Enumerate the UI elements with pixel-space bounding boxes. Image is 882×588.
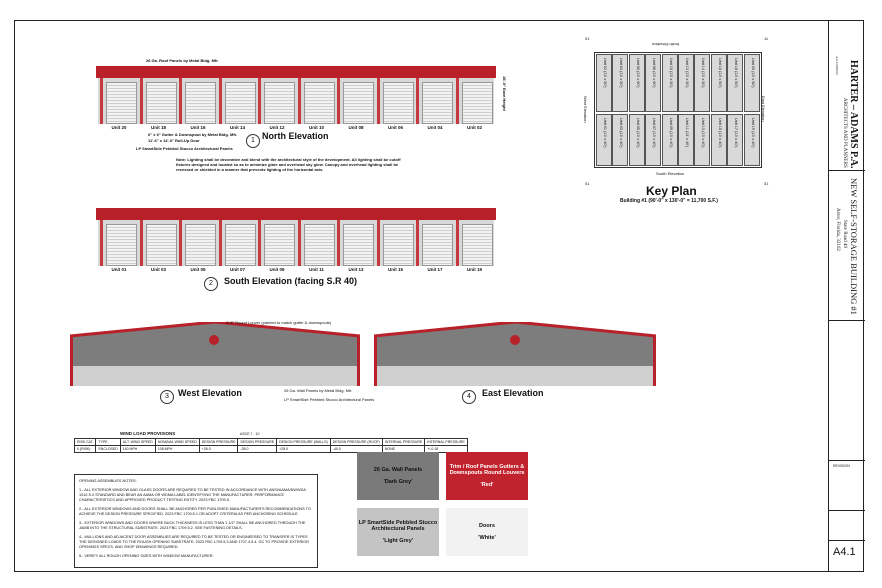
unit-label: Unit 20 [111,125,127,130]
roll-up-door [146,224,177,266]
keyplan-subtitle: Building #1 (90'-0" x 130'-0" = 11,700 S.F.) [620,198,718,204]
keyplan-unit-label: Unit 19 (13' x 40') [750,118,755,148]
swatch-label: Doors [479,523,495,529]
sheet-number: A4.1 [833,546,856,558]
south-elevation-drawing [96,208,496,268]
wind-header-cell: TYPE [96,439,120,446]
roll-up-door [462,224,493,266]
swatch-value: 'Light Grey' [382,538,414,544]
keyplan-south-label: South Elevation [656,171,685,176]
keyplan-unit-label: Unit 04 (13' x 50') [619,58,624,88]
roll-up-door [343,82,374,124]
wind-value-cell: -40.0 [330,446,382,453]
door-pillar [298,78,301,124]
roll-up-door [185,82,216,124]
roll-up-door [264,82,295,124]
wind-header-cell: DESIGN PRESSURE [238,439,277,446]
roll-up-door [146,82,177,124]
door-pillar [456,220,459,266]
south-roof [96,208,496,220]
keyplan-east-label: East Elevation [761,96,766,122]
color-swatch [357,452,439,500]
door-pillar [416,220,419,266]
keyplan-corner-tr: 11 [764,36,769,41]
west-elevation-title: West Elevation [178,388,242,398]
roll-up-door [343,224,374,266]
keyplan-unit-label: Unit 05 (13' x 40') [635,118,640,148]
west-elevation-drawing [70,322,360,386]
keyplan-unit-label: Unit 17 (13' x 40') [734,118,739,148]
keyplan-unit-label: Unit 01 (13' x 40') [603,118,607,148]
wind-value-cell: ENCLOSED [96,446,120,453]
east-elevation-title: East Elevation [482,388,544,398]
color-swatch [446,508,528,556]
swatch-label: 26 Ga. Wall Panels [373,467,423,473]
color-swatch [446,452,528,500]
east-elevation-drawing [374,322,656,386]
wind-header-cell: ULT. WIND SPEED [120,439,155,446]
unit-label: Unit 09 [269,267,285,272]
key-plan [582,40,772,180]
wind-table-title: WIND LOAD PROVISIONS [120,431,176,436]
unit-label: Unit 12 [269,125,285,130]
unit-label: Unit 11 [309,267,324,272]
wind-header-cell: INTERNAL PRESSURE [425,439,467,446]
keyplan-unit-label: Unit 13 (13' x 40') [701,118,706,148]
note-item: 1.- ALL EXTERIOR WINDOW AND GLASS DOORS ARE REQUIRED TO BE TESTED IN ACCORDANCE WITH ANSI/AAMA/NWWDA 101/I.S.2 STANDARD AND BEAR AN AAMA OR WDMA LABEL IDENTIFYING THE MANUFACTURER, PERFORMANCE CHARACTERISTICS AND APPROVED PRODUCT TESTING ENTITY. 2023 FBC 1709.5. [79,488,306,502]
door-pillar [100,78,103,124]
wind-value-cell: 140 MPH [120,446,155,453]
door-pillar [377,220,380,266]
roll-up-door [383,224,414,266]
roll-up-door [264,224,295,266]
roll-up-door [422,82,453,124]
keyplan-unit-label: Unit 18 (13' x 50') [734,58,739,88]
keyplan-unit-label: Unit 14 (13' x 50') [701,58,706,88]
keyplan-unit-label: Unit 03 (13' x 40') [619,118,624,148]
opening-assemblies-notes [74,474,318,568]
door-pillar [258,220,261,266]
keyplan-corner-tl: 01 [585,36,590,41]
keyplan-unit-label: Unit 16 (13' x 50') [717,58,722,88]
keyplan-unit-label: Unit 15 (13' x 40') [717,118,722,148]
swatch-value: 'White' [478,535,496,541]
north-eave-height: 16'-0" Eave Height [502,76,507,111]
north-callout-stucco: LP SmartSide Pebbled Stucco Architectural Panels [136,146,233,151]
wind-header-cell: DESIGN PRESSURE [199,439,238,446]
roll-up-door [422,224,453,266]
keyplan-unit-label: Unit 12 (13' x 50') [685,58,689,88]
unit-label: Unit 13 [348,267,364,272]
keyplan-unit-label: Unit 02 (13' x 50') [603,58,607,88]
keyplan-title: Key Plan [646,184,697,198]
door-pillar [416,78,419,124]
unit-label: Unit 16 [190,125,206,130]
roll-up-door [185,224,216,266]
swatch-label: Trim / Roof Panels Gutters & Downspouts Round Louvers [449,464,525,476]
unit-label: Unit 14 [229,125,245,130]
keyplan-north-label: North Elevation [652,42,680,47]
keyplan-unit-label: Unit 20 (13' x 50') [750,58,755,88]
door-pillar [377,78,380,124]
roll-up-door [225,82,256,124]
project-road: State Road 40 [842,220,847,249]
note-item: 4.- MULLIONS AND ADJACENT DOOR ASSEMBLIES ARE REQUIRED TO BE TESTED OR ENGINEERED TO TRANSFER IS TYPES THE DESIGNED LOADS TO THE ROUGH OPENING SUBSTRATE. 2023 FBC 1709.5.3 AND 1707.4.5.4. GC TO PROVIDE EXTERIOR OPENINGS SPECS. AND SHOP DRAWINGS REQUIRED. [79,535,309,549]
keyplan-unit-label: Unit 11 (13' x 40') [685,118,689,148]
north-callout-roof: 26 Ga. Roof Panels by Metal Bldg. Mfr. [146,58,219,63]
door-pillar [140,220,143,266]
unit-label: Unit 01 [111,267,127,272]
color-swatch [357,508,439,556]
keyplan-corner-br: 31 [764,181,769,186]
east-elevation-number: 4 [462,390,476,404]
west-callout-stucco: LP SmartSide Pebbled Stucco Architectural Panels [284,397,375,402]
project-city: Astor, Florida, 32102 [835,208,840,251]
unit-label: Unit 10 [308,125,324,130]
door-pillar [179,220,182,266]
north-roof [96,66,496,78]
wind-value-cell: NONE [382,446,424,453]
notes-title: OPENING ASSEMBLIES NOTES: [79,479,137,483]
unit-label: Unit 19 [466,267,482,272]
unit-label: Unit 08 [348,125,364,130]
unit-label: Unit 18 [150,125,166,130]
unit-label: Unit 15 [387,267,403,272]
door-pillar [219,220,222,266]
north-elevation-title: North Elevation [262,131,329,141]
door-pillar [337,220,340,266]
north-callout-door: 11'-6" x 14'-0" Roll-Up Door [148,138,200,143]
roll-up-door [225,224,256,266]
unit-label: Unit 17 [427,267,443,272]
note-item: 2.- ALL EXTERIOR WINDOWS AND DOORS SHALL BE ANCHORED PER PUBLISHED MANUFACTURER'S RECOMMENDATIONS TO ACHIEVE THE DESIGN PRESSURE SPECIFIED. 2023 FBC 1709.5.1 OR ADOPT CRITERIA AS PER ANCHORING SCHEDULE. [79,507,311,516]
west-callout-louver: 2'-6" Round Louver (painted to match gutter & downspouts) [226,320,332,325]
firm-name: HARTER – ADAMS P.A. [848,60,859,169]
wind-value-cell: II (RISK) [75,446,96,453]
revision-label: REVISION [833,464,850,468]
keyplan-unit-label: Unit 10 (13' x 50') [668,58,673,88]
roll-up-door [462,82,493,124]
door-pillar [298,220,301,266]
firm-subtitle: ARCHITECTS AND PLANNERS [842,98,847,168]
lighting-note: Note: Lighting shall be decorative and blend with the architectural style of the development. All lighting shall be cutoff fixtures designed and located so as to minimize glare and overhead sky glow. Canopy and overhead lighting shall be recessed or shielded in a manner that prevents lighting of the horizontal axis. [176,157,401,172]
keyplan-west-label: West Elevation [583,96,588,123]
door-pillar [258,78,261,124]
north-elevation-number: 1 [246,134,260,148]
keyplan-corner-bl: 01 [585,181,590,186]
unit-label: Unit 06 [387,125,403,130]
unit-label: Unit 05 [190,267,206,272]
note-item: 5.- VERIFY ALL ROUGH OPENING SIZES WITH WINDOW MANUFACTURER. [79,554,214,558]
wind-header-cell: DESIGN PRESSURE (WALLS) [277,439,331,446]
unit-label: Unit 03 [150,267,166,272]
door-pillar [100,220,103,266]
wind-load-table [74,438,468,453]
wind-header-cell: RISK CAT. [75,439,96,446]
door-pillar [219,78,222,124]
unit-label: Unit 04 [427,125,443,130]
wind-header-cell: INTERNAL PRESSURE [382,439,424,446]
keyplan-unit-label: Unit 07 (13' x 40') [652,118,657,148]
wind-value-cell: 108 MPH [155,446,199,453]
note-item: 3.- EXTERIOR WINDOWS AND DOORS WHERE BUCK THICKNESS IS LESS THAN 1 1/2" SHALL BE ANCHORED THROUGH THE JAMB INTO THE STRUCTURAL SUBSTRATE. 2023 FBC 1709.5.2. SEE FASTENING DETAILS. [79,521,306,530]
wind-value-cell: +28.0 [277,446,331,453]
unit-label: Unit 07 [229,267,245,272]
wind-header-cell: NOMINAL WIND SPEED [155,439,199,446]
south-elevation-number: 2 [204,277,218,291]
swatch-value: 'Red' [480,482,494,488]
roll-up-door [304,82,335,124]
title-block [828,20,864,572]
north-callout-gutter: 6" x 6" Gutter & Downspout by Metal Bldg. Mfr. [148,132,238,137]
door-pillar [179,78,182,124]
wind-value-cell: +26.0 [199,446,238,453]
west-callout-wall: 26 Ga. Wall Panels by Metal Bldg. Mfr. [284,388,353,393]
door-pillar [456,78,459,124]
wind-table-asce: ASCE 7 - 10 [240,432,260,436]
swatch-value: 'Dark Grey' [383,479,413,485]
roll-up-door [106,82,137,124]
wind-header-cell: DESIGN PRESSURE (ROOF) [330,439,382,446]
keyplan-unit-label: Unit 08 (13' x 50') [652,58,657,88]
wind-value-cell: -28.0 [238,446,277,453]
unit-label: Unit 02 [466,125,482,130]
south-elevation-title: South Elevation (facing S.R 40) [224,276,358,286]
west-elevation-number: 3 [160,390,174,404]
roll-up-door [383,82,414,124]
door-pillar [337,78,340,124]
keyplan-unit-label: Unit 06 (13' x 50') [635,58,640,88]
keyplan-unit-label: Unit 09 (13' x 40') [668,118,673,148]
roll-up-door [304,224,335,266]
swatch-label: LP SmartSide Pebbled Stucco Architectural Panels [358,520,438,532]
license-number: AA C000000 [835,56,839,75]
wind-value-cell: +/-0.18 [425,446,467,453]
project-title: NEW SELF-STORAGE BUILDING #1 [849,178,859,315]
north-elevation-drawing [96,66,496,126]
door-pillar [140,78,143,124]
roll-up-door [106,224,137,266]
